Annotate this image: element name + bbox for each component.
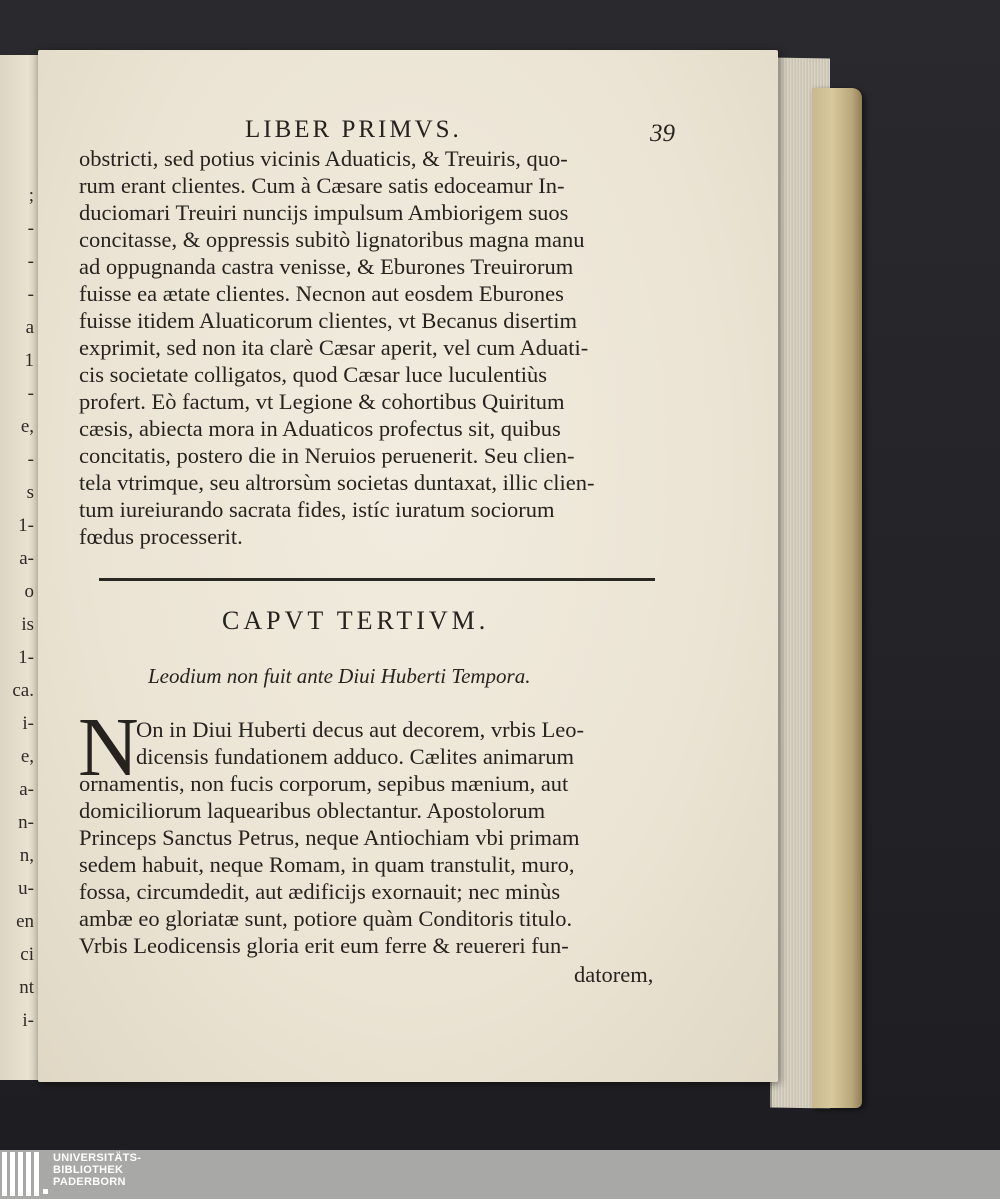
left-page-fragment: a- — [19, 548, 34, 569]
text-line: exprimit, sed non ita clarè Cæsar aperit, vel cum Aduati- — [79, 335, 589, 360]
text-line: domiciliorum laquearibus oblectantur. Apostolorum — [79, 798, 546, 823]
catchword: datorem, — [574, 962, 654, 987]
left-page-fragment: is — [21, 614, 34, 635]
left-page-fragment: en — [16, 911, 34, 932]
text-line: dicensis fundationem adduco. Cælites animarum — [136, 744, 575, 769]
text-line: Princeps Sanctus Petrus, neque Antiochiam vbi primam — [79, 825, 580, 850]
left-page-fragment: e, — [20, 746, 34, 767]
logo-bar — [18, 1152, 23, 1196]
text-line: rum erant clientes. Cum à Cæsare satis edoceamur In- — [79, 173, 565, 198]
left-page-fragment: o — [24, 581, 34, 602]
left-page-fragment: ; — [28, 185, 34, 206]
text-line: obstricti, sed potius vicinis Aduaticis, & Treuiris, quo- — [79, 146, 568, 171]
left-page-fragment: s — [26, 482, 34, 503]
left-page-fragment: a- — [19, 779, 34, 800]
left-page-fragment: - — [27, 284, 34, 305]
left-page-fragment: e, — [20, 416, 34, 437]
left-page-fragment: - — [27, 218, 34, 239]
text-line: duciomari Treuiri nuncijs impulsum Ambiorigem suos — [79, 200, 569, 225]
text-line: ornamentis, non fucis corporum, sepibus mænium, aut — [79, 771, 569, 796]
left-page-fragment: ci — [20, 944, 34, 965]
logo-bar — [26, 1152, 31, 1196]
chapter-title: CAPVT TERTIVM. — [222, 606, 490, 635]
text-line: ad oppugnanda castra venisse, & Eburones Treuirorum — [79, 254, 574, 279]
text-line: tum iureiurando sacrata fides, istíc iuratum sociorum — [79, 497, 555, 522]
left-page-fragment: i- — [22, 1010, 34, 1031]
left-page-fragment: 1 — [24, 350, 34, 371]
text-line: fœdus processerit. — [79, 524, 243, 549]
library-name-line: UNIVERSITÄTS- — [53, 1152, 142, 1164]
left-page-fragment: n- — [18, 812, 34, 833]
text-line: Vrbis Leodicensis gloria erit eum ferre & reuereri fun- — [79, 933, 569, 958]
text-line: cæsis, abiecta mora in Aduaticos profectus sit, quibus — [79, 416, 561, 441]
text-line: ambæ eo gloriatæ sunt, potiore quàm Conditoris titulo. — [79, 906, 573, 931]
text-line: On in Diui Huberti decus aut decorem, vrbis Leo- — [136, 717, 585, 742]
section-divider — [99, 578, 655, 581]
text-line: sedem habuit, neque Romam, in quam transtulit, muro, — [79, 852, 575, 877]
left-page-fragment: - — [27, 251, 34, 272]
text-line: concitatis, postero die in Neruios peruenerit. Seu clien- — [79, 443, 575, 468]
text-line: fuisse itidem Aluaticorum clientes, vt Becanus disertim — [79, 308, 578, 333]
library-name-line: PADERBORN — [53, 1176, 126, 1188]
left-facing-page — [0, 55, 42, 1080]
running-head: LIBER PRIMVS. — [245, 116, 462, 143]
drop-cap-initial: N — [78, 701, 139, 794]
left-page-fragment: 1- — [18, 647, 34, 668]
left-page-fragment: n, — [19, 845, 34, 866]
text-line: tela vtrimque, seu altrorsùm societas duntaxat, illic clien- — [79, 470, 595, 495]
left-page-fragment: - — [27, 449, 34, 470]
left-page-fragment: - — [27, 383, 34, 404]
book-cover-edge — [812, 88, 862, 1108]
text-line: fossa, circumdedit, aut ædificijs exornauit; nec minùs — [79, 879, 561, 904]
logo-bar — [34, 1152, 39, 1196]
left-page-fragment: 1- — [18, 515, 34, 536]
footer-bar — [0, 1150, 1000, 1199]
text-line: profert. Eò factum, vt Legione & cohortibus Quiritum — [79, 389, 565, 414]
logo-bar — [10, 1152, 15, 1196]
library-logo-icon — [2, 1152, 48, 1196]
page-number: 39 — [650, 120, 675, 147]
library-name-line: BIBLIOTHEK — [53, 1164, 124, 1176]
chapter-subtitle: Leodium non fuit ante Diui Huberti Tempora. — [148, 664, 531, 688]
left-page-fragment: u- — [18, 878, 34, 899]
left-page-fragment: ca. — [12, 680, 34, 701]
left-page-fragment: nt — [19, 977, 34, 998]
logo-dot — [43, 1189, 48, 1194]
left-page-fragment: a — [25, 317, 34, 338]
text-line: cis societate colligatos, quod Cæsar luce luculentiùs — [79, 362, 548, 387]
logo-bar — [2, 1152, 7, 1196]
text-line: fuisse ea ætate clientes. Necnon aut eosdem Eburones — [79, 281, 564, 306]
text-line: concitasse, & oppressis subitò lignatoribus magna manu — [79, 227, 585, 252]
left-page-fragment: i- — [22, 713, 34, 734]
